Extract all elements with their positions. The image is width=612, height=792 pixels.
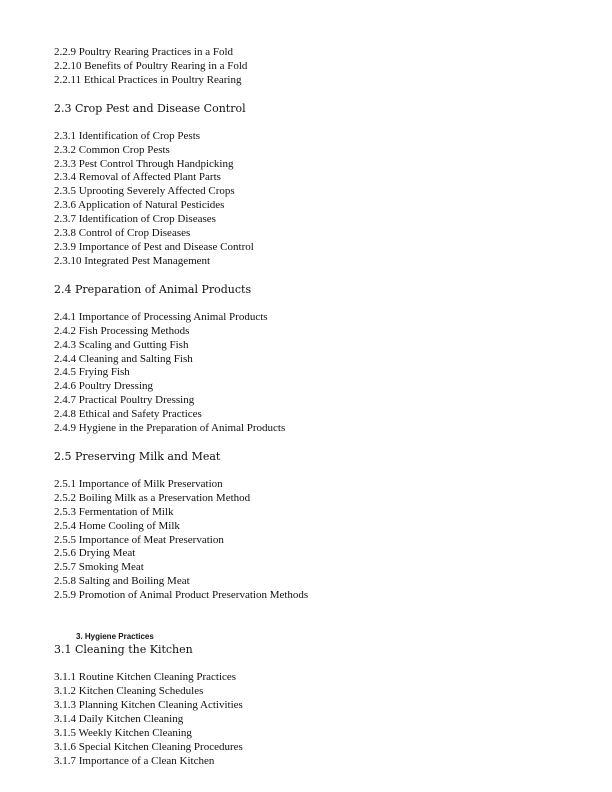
list-item: 2.5.5 Importance of Meat Preservation	[54, 533, 224, 546]
list-item: 2.4.8 Ethical and Safety Practices	[54, 408, 202, 421]
list-item: 2.4.9 Hygiene in the Preparation of Animal Products	[54, 422, 286, 435]
list-item: 2.4.1 Importance of Processing Animal Products	[54, 310, 268, 323]
list-item: 3.1.6 Special Kitchen Cleaning Procedures	[54, 740, 243, 753]
list-item: 3.1.4 Daily Kitchen Cleaning	[54, 712, 184, 725]
list-item: 3.1.5 Weekly Kitchen Cleaning	[54, 726, 192, 739]
list-item: 2.2.11 Ethical Practices in Poultry Rearing	[54, 73, 242, 86]
list-item: 2.5.8 Salting and Boiling Meat	[54, 575, 190, 588]
list-item: 2.2.9 Poultry Rearing Practices in a Fold	[54, 46, 234, 58]
document-page	[54, 46, 574, 768]
list-item: 2.3.10 Integrated Pest Management	[54, 254, 211, 267]
list-item: 2.3.9 Importance of Pest and Disease Control	[54, 240, 254, 253]
section-2-3-item-list	[54, 130, 574, 269]
list-item: 2.5.1 Importance of Milk Preservation	[54, 477, 223, 490]
list-item: 3.1.3 Planning Kitchen Cleaning Activities	[54, 698, 243, 711]
list-item: 2.5.2 Boiling Milk as a Preservation Method	[54, 491, 251, 504]
list-item: 2.5.6 Drying Meat	[54, 547, 136, 560]
list-item: 2.3.8 Control of Crop Diseases	[54, 227, 191, 240]
list-item: 2.4.2 Fish Processing Methods	[54, 324, 190, 337]
list-item: 2.3.5 Uprooting Severely Affected Crops	[54, 185, 235, 198]
list-item: 2.2.10 Benefits of Poultry Rearing in a Fold	[54, 59, 248, 72]
list-item: 2.3.4 Removal of Affected Plant Parts	[54, 171, 221, 184]
list-item: 2.5.9 Promotion of Animal Product Preservation Methods	[54, 589, 309, 602]
list-item: 2.4.4 Cleaning and Salting Fish	[54, 352, 193, 365]
list-item: 3.1.7 Importance of a Clean Kitchen	[54, 754, 215, 767]
list-item: 2.3.3 Pest Control Through Handpicking	[54, 157, 234, 170]
list-item: 3.1.1 Routine Kitchen Cleaning Practices	[54, 671, 237, 684]
list-item: 2.4.6 Poultry Dressing	[54, 380, 153, 393]
list-item: 2.5.4 Home Cooling of Milk	[54, 519, 180, 532]
section-2-4-item-list	[54, 311, 574, 436]
list-item: 3.1.2 Kitchen Cleaning Schedules	[54, 685, 204, 697]
list-item: 2.3.2 Common Crop Pests	[54, 143, 170, 156]
list-item: 2.4.3 Scaling and Gutting Fish	[54, 338, 189, 351]
list-item: 2.3.7 Identification of Crop Diseases	[54, 213, 216, 226]
list-item: 2.5.7 Smoking Meat	[54, 561, 144, 574]
chapter-heading-3: 3. Hygiene Practices	[76, 632, 154, 642]
list-item: 2.4.5 Frying Fish	[54, 366, 130, 379]
list-item: 2.4.7 Practical Poultry Dressing	[54, 394, 195, 407]
section-heading-2-3: 2.3 Crop Pest and Disease Control	[54, 101, 246, 115]
section-heading-2-5: 2.5 Preserving Milk and Meat	[54, 449, 221, 463]
list-item: 2.3.1 Identification of Crop Pests	[54, 129, 201, 142]
section-3-1-item-list	[54, 671, 574, 768]
section-heading-2-4: 2.4 Preparation of Animal Products	[54, 282, 252, 296]
list-item: 2.3.6 Application of Natural Pesticides	[54, 199, 225, 212]
section-2-5-item-list	[54, 478, 574, 603]
section-heading-3-1: 3.1 Cleaning the Kitchen	[54, 643, 193, 657]
list-item: 2.5.3 Fermentation of Milk	[54, 505, 174, 518]
intro-item-list	[54, 46, 574, 88]
